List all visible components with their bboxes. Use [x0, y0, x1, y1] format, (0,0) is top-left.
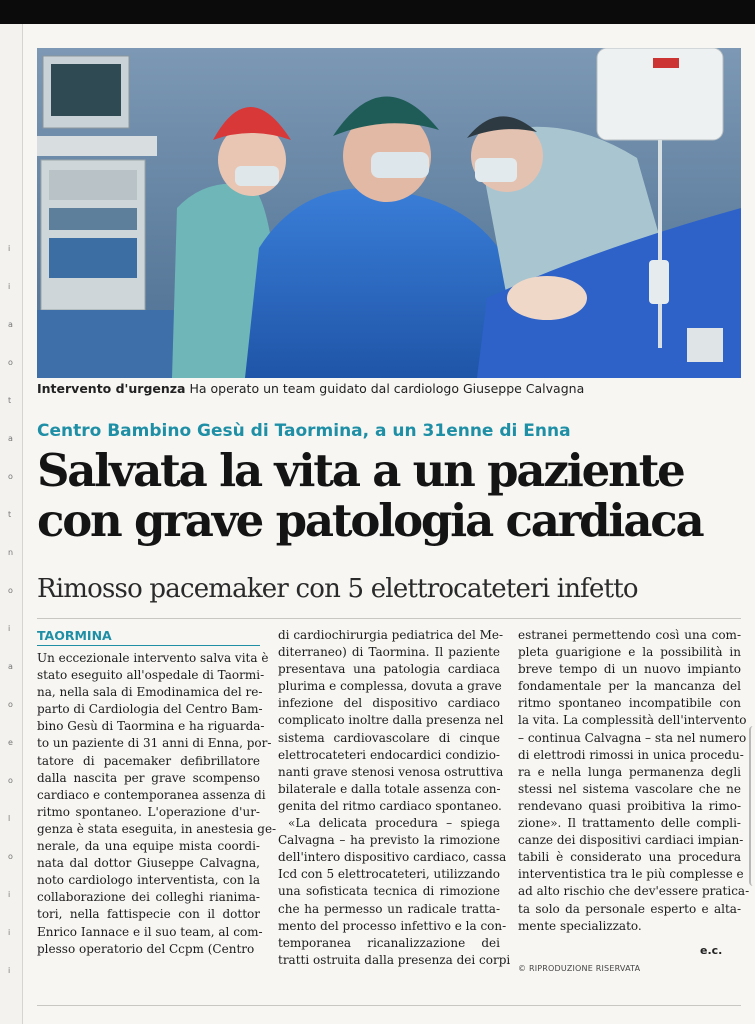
text-line: temporanea ricanalizzazione dei [278, 935, 500, 950]
text-line: elettrocateteri endocardici condizio- [278, 747, 500, 762]
text-line: canze dei dispositivi cardiaci impian- [518, 833, 744, 848]
text-line: zione». Il trattamento delle compli- [518, 816, 741, 831]
text-line: rendevano quasi proibitiva la rimo- [518, 798, 741, 813]
text-line: plesso operatorio del Ccpm (Centro [37, 941, 255, 956]
text-line: la vita. La complessità dell'intervento [518, 713, 747, 728]
headline [37, 446, 747, 546]
text-line: ritmo spontaneo incompatibile con [518, 696, 741, 711]
text-line: nanti grave stenosi venosa ostruttiva [278, 764, 504, 779]
text-line: Icd con 5 elettrocateteri, utilizzando [278, 867, 500, 882]
text-line: pleta guarigione e la possibilità in [518, 645, 741, 660]
text-line: mento del processo infettivo e la con- [278, 918, 507, 933]
text-line: bilaterale e dalla totale assenza con- [278, 781, 501, 796]
divider [37, 618, 741, 619]
text-line: interventistica tra le più complesse e [518, 867, 744, 882]
edge-letter: a [8, 434, 13, 443]
caption-bold: Intervento d'urgenza [37, 381, 186, 396]
edge-letter: o [8, 700, 13, 709]
author-signature: e.c. [700, 944, 723, 957]
text-line: di elettrodi rimossi in unica procedu- [518, 747, 744, 762]
text-line: stessi nel sistema vascolare che ne [518, 781, 741, 796]
text-line: «La delicata procedura – spiega [288, 816, 500, 831]
caption-text: Ha operato un team guidato dal cardiologo Giuseppe Calvagna [185, 381, 585, 396]
article-column-3 [518, 627, 750, 935]
text-line: presentava una patologia cardiaca [278, 662, 500, 677]
edge-letter: n [8, 548, 14, 557]
edge-letter: o [8, 852, 13, 861]
edge-letter: e [8, 738, 13, 747]
subheadline: Rimosso pacemaker con 5 elettrocateteri infetto [37, 574, 638, 604]
headline-line-2: con grave patologia cardiaca [37, 494, 703, 547]
surgery-photo-icon [37, 48, 741, 378]
edge-letter: i [8, 282, 11, 291]
text-line: tratti ostruita dalla presenza dei corpi [278, 952, 511, 967]
text-line: ta solo da personale esperto e alta- [518, 901, 741, 916]
text-line: Enrico Iannace e il suo team, al com- [37, 924, 263, 939]
text-line: sistema cardiovascolare di cinque [278, 730, 500, 745]
copyright-notice: © RIPRODUZIONE RISERVATA [518, 964, 641, 973]
column-2-text [278, 627, 511, 969]
article-column-1 [37, 627, 277, 958]
photo-caption [37, 381, 741, 396]
text-line: dell'intero dispositivo cardiaco, cassa [278, 850, 507, 865]
text-line: dalla nascita per grave scompenso [37, 770, 260, 785]
article-photo [37, 48, 741, 378]
text-line: ritmo spontaneo. L'operazione d'ur- [37, 804, 260, 819]
text-line: na, nella sala di Emodinamica del re- [37, 685, 263, 700]
text-line: tabili è considerato una procedura [518, 850, 741, 865]
text-line: nata dal dottor Giuseppe Calvagna, [37, 856, 260, 871]
text-line: ra e nella lunga permanenza degli [518, 764, 741, 779]
headline-line-1: Salvata la vita a un paziente [37, 444, 684, 497]
text-line: che ha permesso un radicale tratta- [278, 901, 500, 916]
text-line: tatore di pacemaker defibrillatore [37, 753, 260, 768]
text-line: to un paziente di 31 anni di Enna, por- [37, 736, 272, 751]
edge-letter: i [8, 890, 11, 899]
edge-letter: i [8, 928, 11, 937]
edge-letter: t [8, 510, 12, 519]
edge-letter: o [8, 586, 13, 595]
text-line: diterraneo) di Taormina. Il paziente [278, 645, 500, 660]
scroll-handle[interactable] [749, 726, 755, 886]
edge-letter: o [8, 358, 13, 367]
text-line: nerale, da una equipe mista coordi- [37, 839, 260, 854]
edge-letter: a [8, 662, 13, 671]
text-line: genita del ritmo cardiaco spontaneo. [278, 798, 502, 813]
edge-letter: l [8, 814, 11, 823]
text-line: tori, nella fattispecie con il dottor [37, 907, 260, 922]
column-3-text [518, 627, 750, 935]
text-line: di cardiochirurgia pediatrica del Me- [278, 628, 504, 642]
edge-letter: i [8, 244, 11, 253]
text-line: Calvagna – ha previsto la rimozione [278, 833, 500, 848]
text-line: noto cardiologo interventista, con la [37, 873, 260, 888]
text-line: estranei permettendo così una com- [518, 628, 741, 642]
dateline: TAORMINA [37, 627, 260, 646]
article-column-2 [278, 627, 511, 969]
text-line: Un eccezionale intervento salva vita è [37, 651, 269, 665]
edge-letter: t [8, 396, 12, 405]
text-line: parto di Cardiologia del Centro Bam- [37, 702, 263, 717]
adjacent-page-edge [0, 24, 23, 1024]
text-line: ad alto rischio che dev'essere pratica- [518, 884, 750, 899]
edge-letter: i [8, 624, 11, 633]
text-line: complicato inoltre dalla presenza nel [278, 713, 504, 728]
text-line: fondamentale per la mancanza del [518, 679, 741, 694]
text-line: breve tempo di un nuovo impianto [518, 662, 741, 677]
text-line: plurima e complessa, dovuta a grave [278, 679, 502, 694]
edge-letter: i [8, 966, 11, 975]
text-line: mente specializzato. [518, 918, 642, 933]
text-line: genza è stata eseguita, in anestesia ge- [37, 821, 277, 836]
column-1-text [37, 650, 277, 958]
text-line: – continua Calvagna – sta nel numero [518, 730, 747, 745]
edge-letter: o [8, 776, 13, 785]
bottom-divider [37, 1005, 741, 1006]
text-line: una sofisticata tecnica di rimozione [278, 884, 500, 899]
text-line: stato eseguito all'ospedale di Taormi- [37, 668, 265, 683]
edge-letter: a [8, 320, 13, 329]
text-line: bino Gesù di Taormina e ha riguarda- [37, 719, 265, 734]
kicker: Centro Bambino Gesù di Taormina, a un 31enne di Enna [37, 421, 571, 441]
text-line: collaborazione dei colleghi rianima- [37, 890, 260, 905]
text-line: infezione del dispositivo cardiaco [278, 696, 500, 711]
edge-letter: o [8, 472, 13, 481]
text-line: cardiaco e contemporanea assenza di [37, 787, 266, 802]
top-bar [0, 0, 755, 24]
